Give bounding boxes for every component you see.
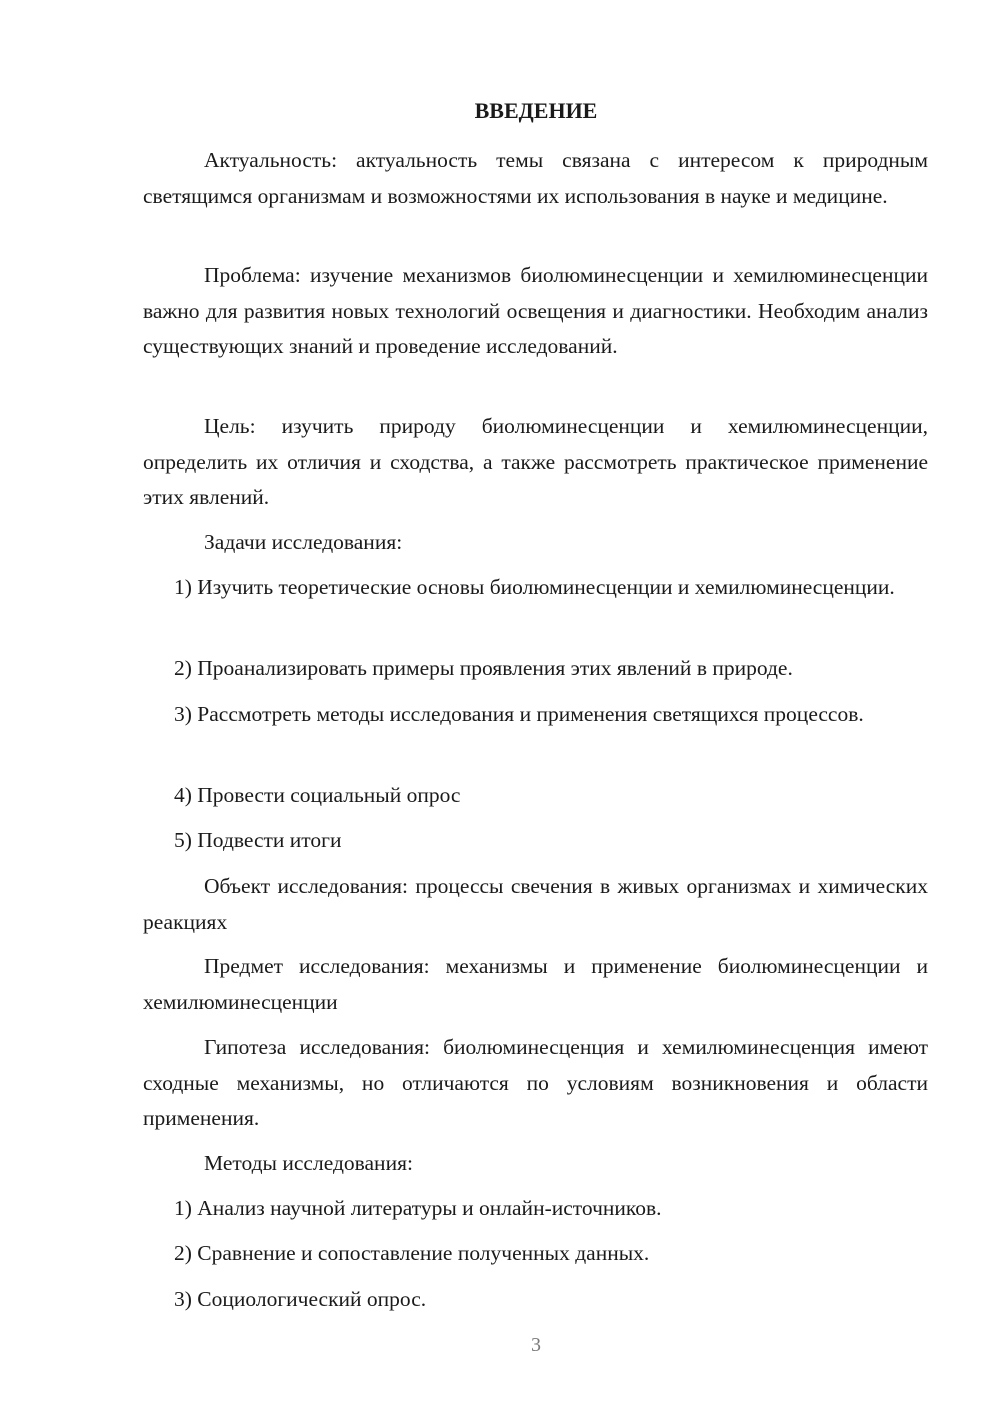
paragraph-subject: Предмет исследования: механизмы и применение биолюминесценции и хемилюминесценции [143, 954, 928, 1014]
list-item-task-5: 5) Подвести итоги [174, 828, 342, 852]
paragraph-problem: Проблема: изучение механизмов биолюминесценции и хемилюминесценции важно для развития новых технологий освещения и диагностики. Необходим анализ существующих знаний и проведение исследований. [143, 263, 928, 358]
paragraph-object: Объект исследования: процессы свечения в живых организмах и химических реакциях [143, 874, 928, 934]
page-title: ВВЕДЕНИЕ [474, 98, 598, 123]
list-item-method-1: 1) Анализ научной литературы и онлайн-источников. [174, 1196, 662, 1220]
list-item-task-1: 1) Изучить теоретические основы биолюминесценции и хемилюминесценции. [174, 575, 895, 599]
list-item-method-3: 3) Социологический опрос. [174, 1287, 427, 1311]
paragraph-hypothesis: Гипотеза исследования: биолюминесценция и хемилюминесценция имеют сходные механизмы, но отличаются по условиям возникновения и области применения. [143, 1035, 928, 1130]
paragraph-tasks-heading: Задачи исследования: [204, 530, 403, 554]
paragraph-goal: Цель: изучить природу биолюминесценции и хемилюминесценции, определить их отличия и сходства, а также рассмотреть практическое применение этих явлений. [143, 414, 928, 509]
list-item-task-2: 2) Проанализировать примеры проявления этих явлений в природе. [174, 656, 793, 680]
paragraph-methods-heading: Методы исследования: [204, 1151, 413, 1175]
list-item-task-3: 3) Рассмотреть методы исследования и применения светящихся процессов. [174, 702, 864, 726]
page-number: 3 [531, 1334, 541, 1356]
paragraph-relevance: Актуальность: актуальность темы связана с интересом к природным светящимся организмам и возможностями их использования в науке и медицине. [143, 148, 928, 208]
list-item-method-2: 2) Сравнение и сопоставление полученных данных. [174, 1241, 650, 1265]
list-item-task-4: 4) Провести социальный опрос [174, 783, 461, 807]
